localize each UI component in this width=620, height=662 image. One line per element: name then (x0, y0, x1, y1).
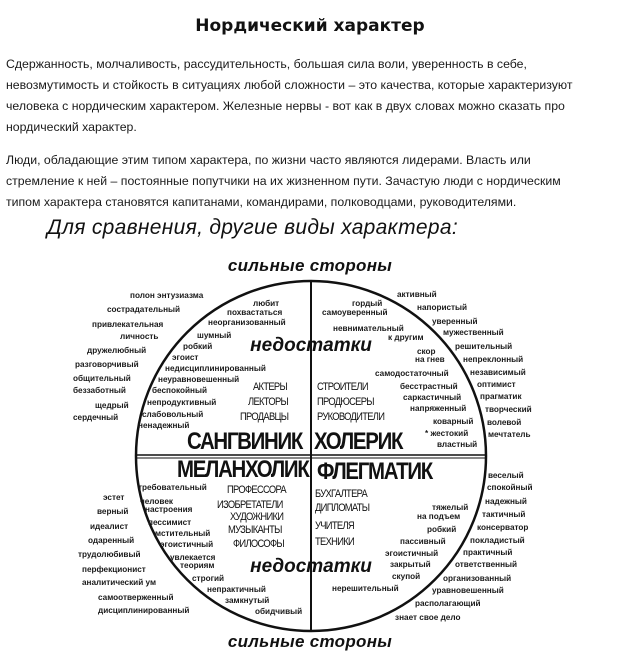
trait-label: эстет (103, 493, 125, 502)
weaknesses-label-top: недостатки (250, 335, 372, 356)
trait-label: саркастичный (403, 393, 462, 402)
trait-label: трудолюбивый (78, 550, 141, 559)
trait-label: решительный (455, 342, 513, 351)
profession-label: ПРОФЕССОРА (227, 483, 286, 496)
trait-label: щедрый (95, 401, 129, 410)
trait-label: бесстрастный (400, 382, 458, 391)
paragraph-line: Люди, обладающие этим типом характера, по жизни часто являются лидерами. Власть или (6, 153, 531, 167)
trait-label: мечтатель (488, 430, 531, 439)
profession-label: АКТЕРЫ (253, 380, 288, 393)
profession-label: ПРОДЮСЕРЫ (317, 395, 374, 408)
trait-label: обидчивый (255, 607, 303, 616)
trait-label: пассивный (400, 537, 446, 546)
trait-label: эгоист (172, 353, 199, 362)
trait-label: одаренный (88, 536, 135, 545)
temperament-name: САНГВИНИК (187, 428, 303, 455)
trait-label: оптимист (477, 380, 516, 389)
paragraph-line: человека с нордическим характером. Железные нервы - вот как в двух словах можно сказать про (6, 99, 565, 113)
trait-label: самодостаточный (375, 369, 449, 378)
temperament-name: ХОЛЕРИК (314, 428, 403, 455)
trait-label: непреклонный (463, 355, 524, 364)
trait-label: перфекционист (82, 565, 146, 574)
trait-label: нерешительный (332, 584, 399, 593)
trait-label: недисциплинированный (165, 364, 266, 373)
trait-label: любит (253, 299, 280, 308)
profession-label: ДИПЛОМАТЫ (315, 501, 370, 514)
trait-label: самоуверенный (322, 308, 388, 317)
profession-label: ЛЕКТОРЫ (248, 395, 289, 408)
article-title: Нордический характер (195, 16, 425, 36)
trait-label: скупой (392, 572, 421, 581)
paragraph-line: стремление к ней – постоянные попутчики на их жизненном пути. Зачастую люди с нордическим (6, 174, 561, 188)
trait-label: аналитический ум (82, 578, 157, 587)
trait-label: эгоистичный (385, 549, 439, 558)
trait-label: уверенный (432, 317, 478, 326)
trait-label: требовательный (138, 483, 207, 492)
trait-label: мстительный (155, 529, 211, 538)
trait-label: мужественный (443, 328, 504, 337)
profession-label: БУХГАЛТЕРА (315, 487, 368, 500)
trait-label: творческий (485, 405, 532, 414)
trait-label: самоотверженный (98, 593, 174, 602)
trait-label: личность (120, 332, 159, 341)
trait-label: неорганизованный (208, 318, 286, 327)
paragraph-line: Сдержанность, молчаливость, рассудительность, большая сила воли, уверенность в себе, (6, 57, 527, 71)
trait-label: непродуктивный (147, 398, 217, 407)
temperament-name: ФЛЕГМАТИК (317, 458, 432, 485)
trait-label: дисциплинированный (98, 606, 190, 615)
trait-label: тяжелый (432, 503, 469, 512)
trait-label: напористый (417, 303, 468, 312)
trait-label: * жестокий (425, 429, 469, 438)
trait-label: дружелюбный (87, 346, 147, 355)
profession-label: ТЕХНИКИ (315, 535, 355, 548)
trait-label: организованный (443, 574, 512, 583)
strengths-label-top: сильные стороны (227, 256, 393, 275)
temperament-name: МЕЛАНХОЛИК (177, 456, 309, 483)
trait-label: идеалист (90, 522, 129, 531)
profession-label: ПРОДАВЦЫ (240, 410, 289, 423)
weaknesses-label-bottom: недостатки (250, 556, 372, 577)
trait-label: непрактичный (207, 585, 266, 594)
trait-label: строгий (192, 574, 225, 583)
trait-label: теориям (180, 561, 215, 570)
trait-label: шумный (197, 331, 232, 340)
trait-label: невнимательный (333, 324, 404, 333)
trait-label: закрытый (390, 560, 431, 569)
trait-label: замкнутый (225, 596, 270, 605)
trait-label: настроения (145, 505, 193, 514)
trait-label: прагматик (480, 392, 522, 401)
trait-label: робкий (427, 525, 457, 534)
trait-label: привлекательная (92, 320, 164, 329)
trait-label: разговорчивый (75, 360, 139, 369)
profession-label: ФИЛОСОФЫ (233, 537, 285, 550)
trait-label: знает свое дело (395, 613, 461, 622)
trait-label: похвастаться (227, 308, 283, 317)
trait-label: властный (437, 440, 478, 449)
trait-label: неуравновешенный (158, 375, 240, 384)
profession-label: СТРОИТЕЛИ (317, 380, 368, 393)
trait-label: сострадательный (107, 305, 181, 314)
trait-label: веселый (488, 471, 524, 480)
trait-label: покладистый (470, 536, 525, 545)
trait-label: эгоистичный (160, 540, 214, 549)
trait-label: ответственный (455, 560, 518, 569)
paragraph-line: типом характера становятся капитанами, командирами, полководцами, руководителями. (6, 195, 517, 209)
profession-label: РУКОВОДИТЕЛИ (317, 410, 385, 423)
paragraph-line: нордический характер. (6, 120, 137, 134)
profession-label: УЧИТЕЛЯ (315, 519, 354, 532)
profession-label: ИЗОБРЕТАТЕЛИ (217, 498, 283, 511)
comparison-heading: Для сравнения, другие виды характера: (47, 216, 458, 239)
trait-label: независимый (470, 368, 526, 377)
trait-label: пессимист (148, 518, 192, 527)
trait-label: волевой (487, 418, 522, 427)
trait-label: активный (397, 290, 437, 299)
trait-label: человек (140, 497, 173, 506)
trait-label: гордый (352, 299, 383, 308)
trait-label: на подъем (417, 512, 461, 521)
trait-label: уравновешенный (432, 586, 504, 595)
trait-label: полон энтузиазма (130, 291, 204, 300)
strengths-label-bottom: сильные стороны (227, 632, 393, 651)
trait-label: общительный (73, 374, 131, 383)
trait-label: беззаботный (73, 386, 126, 395)
trait-label: верный (97, 507, 129, 516)
trait-label: напряженный (410, 404, 467, 413)
trait-label: тактичный (482, 510, 526, 519)
profession-label: МУЗЫКАНТЫ (228, 523, 282, 536)
paragraph-line: невозмутимость и стойкость в ситуациях любой сложности – это качества, которые характеризуют (6, 78, 573, 92)
trait-label: увлекается (170, 553, 216, 562)
trait-label: практичный (463, 548, 513, 557)
trait-label: сердечный (73, 413, 119, 422)
trait-label: располагающий (415, 599, 481, 608)
trait-label: консерватор (477, 523, 529, 532)
trait-label: беспокойный (152, 386, 207, 395)
trait-label: слабовольный (142, 410, 204, 419)
profession-label: ХУДОЖНИКИ (230, 510, 284, 523)
trait-label: коварный (433, 417, 474, 426)
trait-label: надежный (485, 497, 527, 506)
trait-label: робкий (183, 342, 213, 351)
trait-label: на гнев (415, 355, 445, 364)
trait-label: к другим (388, 333, 424, 342)
trait-label: ненадежный (138, 421, 190, 430)
trait-label: скор (417, 347, 436, 356)
trait-label: спокойный (487, 483, 533, 492)
